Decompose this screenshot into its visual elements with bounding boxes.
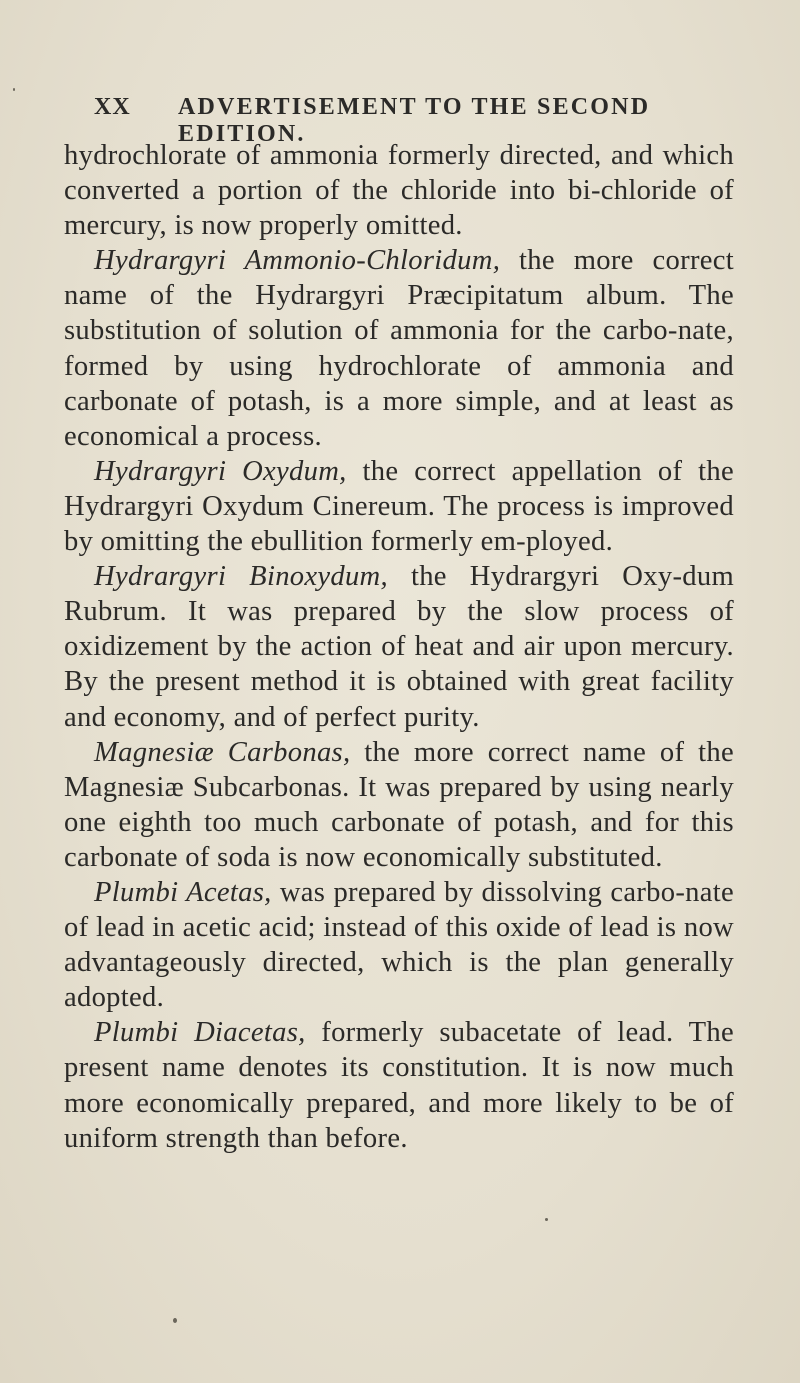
drug-term: Plumbi Diacetas,: [94, 1017, 306, 1049]
paragraph-text: formerly subacetate of lead. The present name denotes its constitution. It is now much more economically prepared, and more likely to be of uniform strength than before.: [64, 1017, 734, 1154]
paper-speck: [545, 1218, 548, 1221]
paragraph-text: the Hydrargyri Oxy-dum Rubrum. It was prepared by the slow process of oxidizement by the action of heat and air upon mercury. By the present method it is obtained with great facility and economy, and of perfect purity.: [64, 561, 734, 733]
paragraph-ammonio-chloridum: [64, 243, 734, 454]
paragraph-text: the correct appellation of the Hydrargyri Oxydum Cinereum. The process is improved by omitting the ebullition formerly em-ployed.: [64, 455, 735, 558]
paragraph-text: hydrochlorate of ammonia formerly directed, and which converted a portion of the chloride into bi-chloride of mercury, is now properly omitted.: [64, 140, 734, 242]
paragraph-oxydum: [64, 454, 734, 559]
drug-term: Hydrargyri Oxydum,: [94, 455, 347, 487]
body-text: [64, 138, 734, 1156]
paper-speck: [173, 1318, 177, 1323]
drug-term: Hydrargyri Ammonio-Chloridum,: [94, 245, 501, 277]
paragraph-plumbi-diacetas: [64, 1015, 734, 1155]
paper-speck: [13, 88, 15, 91]
paragraph-text: was prepared by dissolving carbo-nate of lead in acetic acid; instead of this oxide of lead is now advantageously directed, which is the plan generally adopted.: [64, 876, 734, 1014]
paragraph-plumbi-acetas: [64, 875, 734, 1015]
page-number: XX: [94, 94, 131, 120]
drug-term: Plumbi Acetas,: [94, 876, 272, 908]
drug-term: Magnesiæ Carbonas,: [94, 736, 351, 768]
page-header: [94, 94, 774, 147]
paragraph-continuation: [64, 138, 734, 243]
paragraph-magnesiae-carbonas: [64, 735, 734, 875]
drug-term: Hydrargyri Binoxydum,: [94, 561, 388, 593]
running-head: ADVERTISEMENT TO THE SECOND EDITION.: [178, 94, 651, 147]
paragraph-text: the more correct name of the Hydrargyri Præcipitatum album. The substitution of solution of ammonia for the carbo-nate, formed by using hydrochlorate of ammonia and carbonate of potash, is a more simple, and at least as economical a process.: [64, 245, 734, 452]
paragraph-binoxydum: [64, 559, 734, 734]
paragraph-text: the more correct name of the Magnesiæ Subcarbonas. It was prepared by using nearly one eighth too much carbonate of potash, and for this carbonate of soda is now economically substituted.: [64, 736, 734, 873]
